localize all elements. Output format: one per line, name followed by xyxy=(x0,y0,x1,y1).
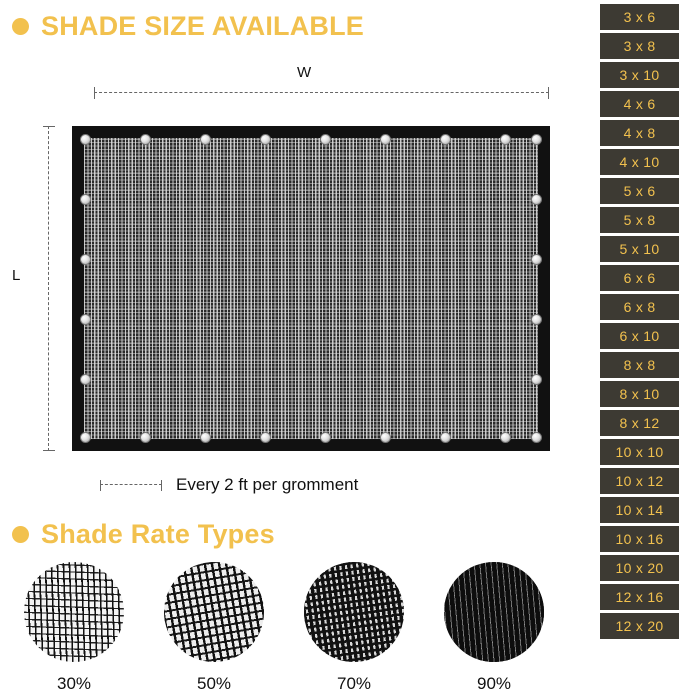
shade-rate-item xyxy=(164,562,264,694)
size-option[interactable]: 12 x 20 xyxy=(600,613,679,639)
size-option[interactable]: 10 x 10 xyxy=(600,439,679,465)
size-option[interactable]: 10 x 14 xyxy=(600,497,679,523)
shade-rate-list xyxy=(24,562,584,694)
size-option[interactable]: 5 x 10 xyxy=(600,236,679,262)
shade-rate-heading xyxy=(12,521,275,548)
length-dimension-line xyxy=(48,126,50,451)
bullet-dot-icon xyxy=(12,18,29,35)
shade-rate-swatch-50 xyxy=(164,562,264,662)
size-option[interactable]: 5 x 8 xyxy=(600,207,679,233)
grommet xyxy=(440,134,451,145)
grommet xyxy=(500,432,511,443)
grommet xyxy=(80,374,91,385)
size-option[interactable]: 6 x 10 xyxy=(600,323,679,349)
grommet xyxy=(531,314,542,325)
grommet xyxy=(80,134,91,145)
grommet xyxy=(440,432,451,443)
shade-rate-label: 90% xyxy=(476,674,512,693)
grommet xyxy=(531,194,542,205)
length-label: L xyxy=(12,267,21,284)
bullet-dot-icon xyxy=(12,526,29,543)
grommet xyxy=(531,432,542,443)
grommet xyxy=(320,134,331,145)
grommet xyxy=(200,432,211,443)
shade-rate-label: 70% xyxy=(336,674,372,693)
shade-rate-swatch-30 xyxy=(24,562,124,662)
shade-rate-item xyxy=(304,562,404,694)
size-option[interactable]: 5 x 6 xyxy=(600,178,679,204)
grommet xyxy=(320,432,331,443)
shade-rate-swatch-90 xyxy=(444,562,544,662)
size-option[interactable]: 6 x 6 xyxy=(600,265,679,291)
size-option[interactable]: 4 x 6 xyxy=(600,91,679,117)
size-option[interactable]: 8 x 10 xyxy=(600,381,679,407)
spacing-measure-line xyxy=(100,484,162,486)
size-option[interactable]: 4 x 10 xyxy=(600,149,679,175)
shade-rate-heading-text: Shade Rate Types xyxy=(41,519,275,549)
size-option[interactable]: 3 x 6 xyxy=(600,4,679,30)
grommet xyxy=(380,134,391,145)
size-option[interactable]: 10 x 16 xyxy=(600,526,679,552)
grommet xyxy=(140,432,151,443)
size-option[interactable]: 6 x 8 xyxy=(600,294,679,320)
grommet xyxy=(380,432,391,443)
shade-rate-item xyxy=(444,562,544,694)
grommet xyxy=(260,134,271,145)
shade-rate-swatch-70 xyxy=(304,562,404,662)
shade-cloth-illustration xyxy=(72,126,550,451)
width-label: W xyxy=(297,64,312,81)
size-option[interactable]: 10 x 20 xyxy=(600,555,679,581)
size-option[interactable]: 12 x 16 xyxy=(600,584,679,610)
size-option[interactable]: 3 x 8 xyxy=(600,33,679,59)
grommet xyxy=(80,314,91,325)
size-option[interactable]: 4 x 8 xyxy=(600,120,679,146)
grommet xyxy=(500,134,511,145)
size-option[interactable]: 3 x 10 xyxy=(600,62,679,88)
grommet xyxy=(260,432,271,443)
tarp-diagram xyxy=(12,60,562,494)
shade-rate-label: 30% xyxy=(56,674,92,693)
grommet-spacing-text: Every 2 ft per gromment xyxy=(176,475,359,494)
shade-rate-item xyxy=(24,562,124,694)
grommet xyxy=(531,134,542,145)
shade-size-heading-text: SHADE SIZE AVAILABLE xyxy=(41,11,365,41)
mesh-fabric-texture xyxy=(84,138,538,439)
shade-size-heading xyxy=(12,13,364,40)
width-dimension-line xyxy=(94,92,549,94)
grommet xyxy=(140,134,151,145)
grommet xyxy=(80,432,91,443)
size-options-list xyxy=(600,0,679,698)
shade-rate-label: 50% xyxy=(196,674,232,693)
size-option[interactable]: 10 x 12 xyxy=(600,468,679,494)
size-option[interactable]: 8 x 8 xyxy=(600,352,679,378)
grommet xyxy=(80,194,91,205)
grommet xyxy=(200,134,211,145)
grommet xyxy=(531,254,542,265)
grommet xyxy=(531,374,542,385)
grommet-spacing-note xyxy=(100,475,358,495)
grommet xyxy=(80,254,91,265)
size-option[interactable]: 8 x 12 xyxy=(600,410,679,436)
